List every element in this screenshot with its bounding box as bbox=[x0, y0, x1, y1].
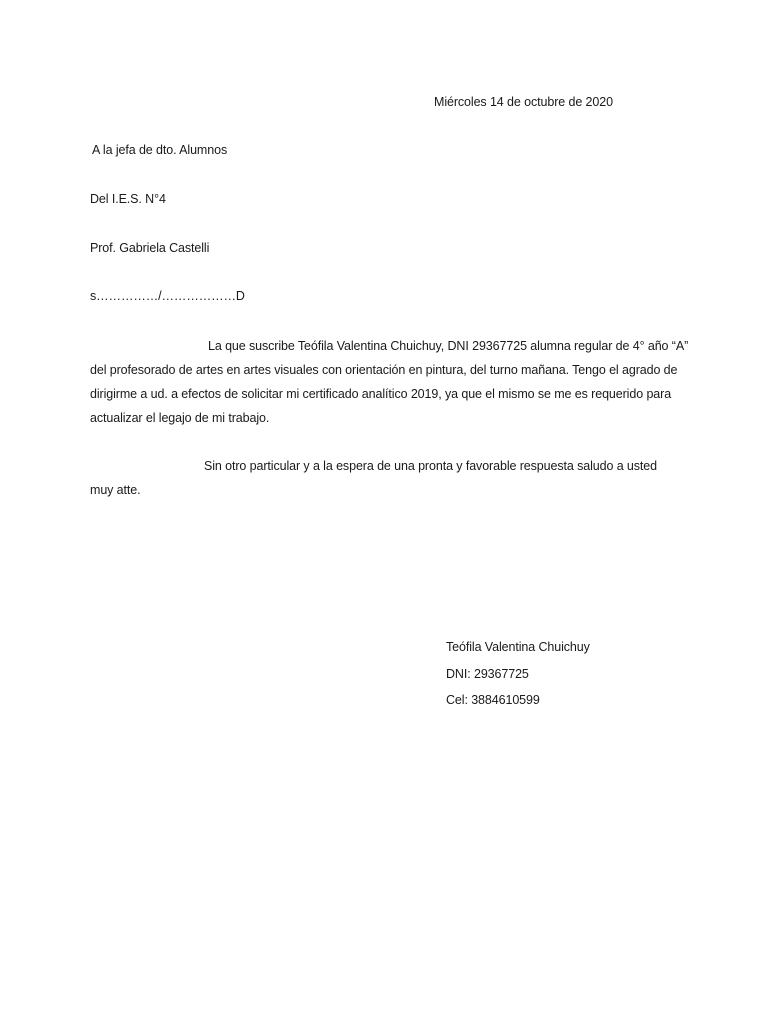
signature-name: Teófila Valentina Chuichuy bbox=[446, 640, 590, 654]
body-paragraph-1: La que suscribe Teófila Valentina Chuichuy, DNI 29367725 alumna regular de 4° año “A” del profesorado de artes en artes visuales con orientación en pintura, del turno mañana. Tengo el agrado de dirigirme a ud. a efectos de solicitar mi certificado analítico 2019, ya que el mismo se me es requerido para actualizar el legajo de mi trabajo. bbox=[90, 339, 689, 425]
addressee-line-2: Del I.E.S. N°4 bbox=[90, 192, 166, 206]
body-paragraph-2: Sin otro particular y a la espera de una pronta y favorable respuesta saludo a usted muy atte. bbox=[90, 459, 657, 497]
addressee-line-1: A la jefa de dto. Alumnos bbox=[92, 143, 228, 157]
letter-date: Miércoles 14 de octubre de 2020 bbox=[434, 95, 613, 109]
signature-dni: DNI: 29367725 bbox=[446, 667, 529, 681]
salutation: s……………/………………D bbox=[90, 289, 245, 303]
signature-cel: Cel: 3884610599 bbox=[446, 693, 540, 707]
addressee-line-3: Prof. Gabriela Castelli bbox=[90, 241, 210, 255]
